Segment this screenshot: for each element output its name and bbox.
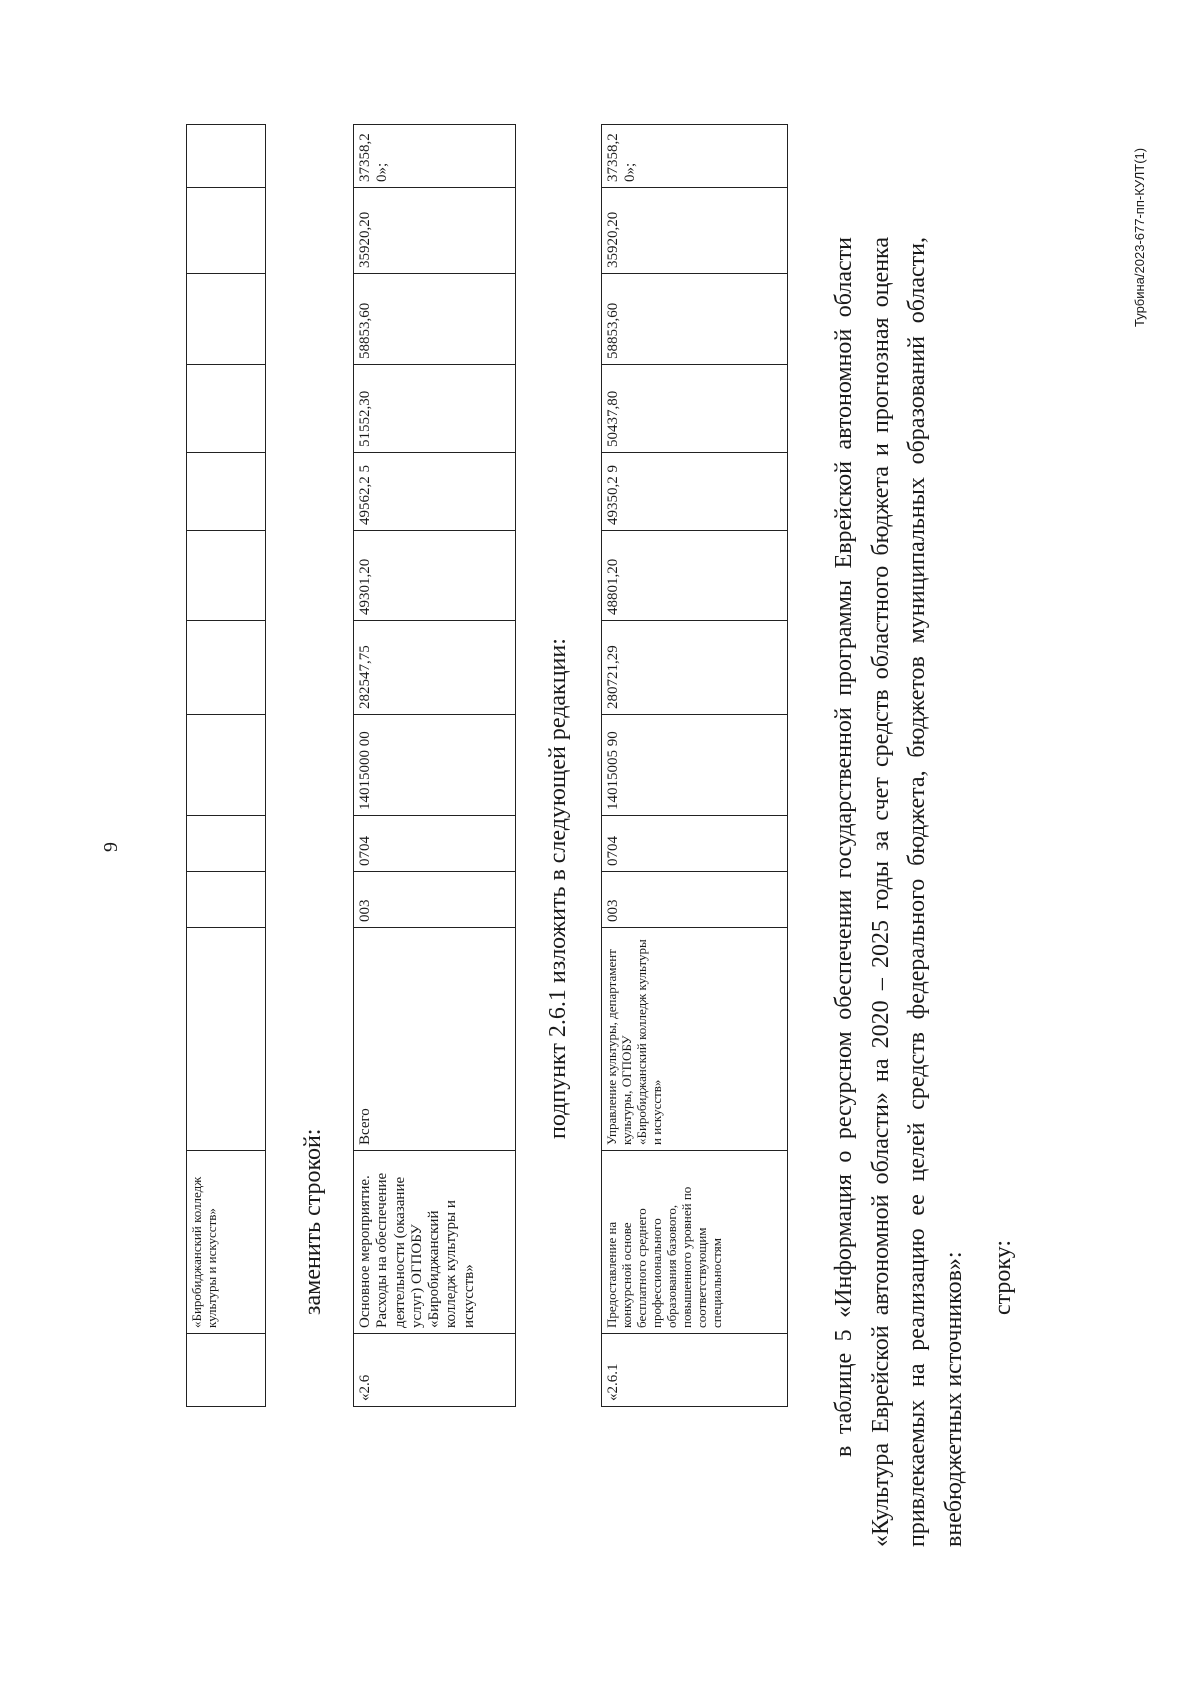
cell-rzpr — [187, 816, 266, 872]
paragraph-text: в таблице 5 «Информация о ресурсном обеспечении государственной программы Еврейской автономной области «Культура Еврейской автономной области» на 2020 – 2025 годы за счет средств областного бюджета и прогнозная оценка привлекаемых на реализацию ее целей средств федерального бюджета, бюджетов муниципальных образований области, внебюджетных источников»: — [831, 237, 967, 1547]
cell-2024: 35920,20 — [354, 188, 516, 274]
cell-2021 — [187, 453, 266, 531]
cell-num — [187, 1334, 266, 1407]
cell-csr — [187, 715, 266, 816]
cell-name: Основное мероприятие. Расходы на обеспечение деятельности (оказание услуг) ОГПОБУ «Биробиджанский колледж культуры и искусств» — [354, 1151, 516, 1334]
page-number: 9 — [100, 842, 122, 852]
subpoint-instruction: подпункт 2.6.1 изложить в следующей редакции: — [545, 638, 571, 1139]
cell-2021: 49350,2 9 — [602, 453, 788, 531]
cell-grbs — [187, 872, 266, 928]
cell-name: «Биробиджанский колледж культуры и искусств» — [187, 1151, 266, 1334]
cell-csr: 14015005 90 — [602, 715, 788, 816]
table-row — [187, 125, 266, 1407]
cell-2020: 49301,20 — [354, 531, 516, 621]
cell-2022: 51552,30 — [354, 365, 516, 453]
cell-2025: 37358,2 0»; — [354, 125, 516, 188]
cell-2023: 58853,60 — [354, 274, 516, 365]
cell-2025 — [187, 125, 266, 188]
cell-total: 280721,29 — [602, 621, 788, 715]
cell-num: «2.6 — [354, 1334, 516, 1407]
cell-csr: 14015000 00 — [354, 715, 516, 816]
cell-total — [187, 621, 266, 715]
cell-2020: 48801,20 — [602, 531, 788, 621]
cell-2022 — [187, 365, 266, 453]
cell-grbs: 003 — [602, 872, 788, 928]
body-paragraph — [826, 237, 972, 1547]
table-subpoint — [601, 124, 788, 1407]
cell-num: «2.6.1 — [602, 1334, 788, 1407]
cell-total: 282547,75 — [354, 621, 516, 715]
row-word: строку: — [990, 1239, 1016, 1315]
cell-2022: 50437,80 — [602, 365, 788, 453]
replace-instruction: заменить строкой: — [300, 1128, 326, 1315]
document-code: Турбина/2023-677-пп-КУЛТ(1) — [1132, 147, 1147, 327]
cell-2023: 58853,60 — [602, 274, 788, 365]
table-continuation — [186, 124, 266, 1407]
cell-resp: Управление культуры, департамент культуры, ОГПОБУ «Биробиджанский колледж культуры и искусств» — [602, 928, 788, 1151]
table-replacement — [353, 124, 516, 1407]
cell-2023 — [187, 274, 266, 365]
cell-grbs: 003 — [354, 872, 516, 928]
cell-name: Предоставление на конкурсной основе бесплатного среднего профессионального образования базового, повышенного уровней по соответствующим специальностям — [602, 1151, 788, 1334]
table-row — [354, 125, 516, 1407]
cell-rzpr: 0704 — [602, 816, 788, 872]
cell-2024 — [187, 188, 266, 274]
cell-rzpr: 0704 — [354, 816, 516, 872]
cell-2024: 35920,20 — [602, 188, 788, 274]
table-row — [602, 125, 788, 1407]
cell-resp: Всего — [354, 928, 516, 1151]
cell-resp — [187, 928, 266, 1151]
cell-2025: 37358,2 0»; — [602, 125, 788, 188]
cell-2020 — [187, 531, 266, 621]
cell-2021: 49562,2 5 — [354, 453, 516, 531]
